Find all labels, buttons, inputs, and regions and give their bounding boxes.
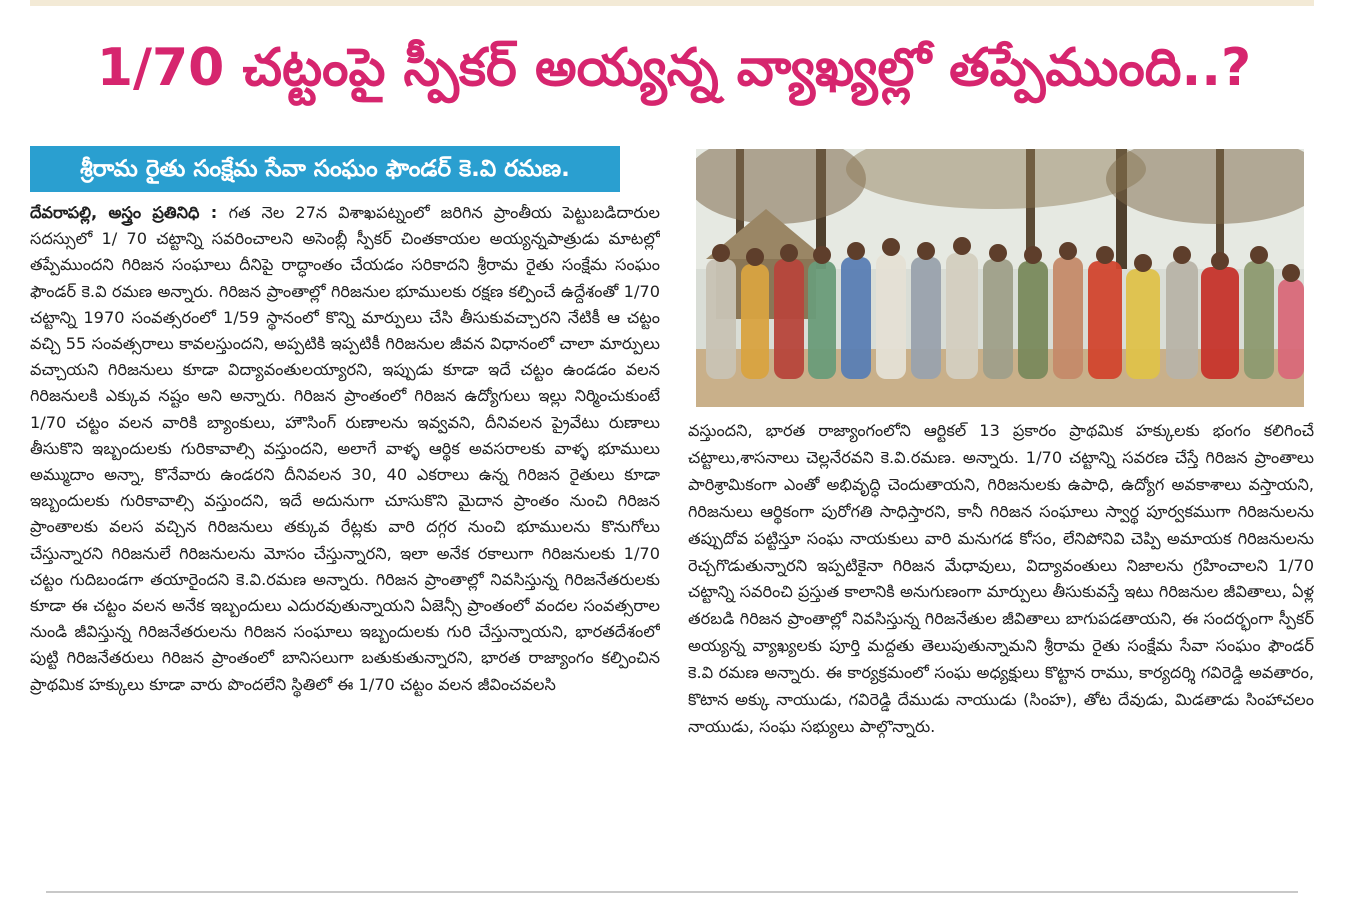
group-photo-image (696, 149, 1304, 407)
subheading-banner: శ్రీరామ రైతు సంక్షేమ సేవా సంఘం ఫౌండర్ కె.వి రమణ. (30, 146, 620, 192)
dateline: దేవరాపల్లి, అస్త్రం ప్రతినిధి : (30, 203, 229, 222)
top-decorative-strip (30, 0, 1314, 6)
article-left-column (30, 200, 660, 866)
headline: 1/70 చట్టంపై స్పీకర్ అయ్యన్న వ్యాఖ్యల్లో తప్పేముంది..? (96, 38, 1252, 98)
article-right-column (688, 418, 1314, 858)
bottom-divider (46, 891, 1298, 893)
article-right-text: వస్తుందని, భారత రాజ్యాంగంలోని ఆర్టికల్ 13 ప్రకారం ప్రాథమిక హక్కులకు భంగం కలిగించే చట్టాలు,శాసనాలు చెల్లనేరవని కె.వి.రమణ. అన్నారు. 1/70 చట్టాన్ని సవరణ చేస్తే గిరిజన ప్రాంతాలు పారిశ్రామికంగా ఎంతో అభివృద్ధి చెందుతాయని, గిరిజనులకు ఉపాధి, ఉద్యోగ అవకాశాలు వస్తాయని, గిరిజనులు ఆర్థికంగా పురోగతి సాధిస్తారని, కానీ గిరిజన సంఘాలు స్వార్థ పూర్వకముగా గిరిజనులను తప్పుదోవ పట్టిస్తూ సంఘ నాయకులు వారి మనుగడ కోసం, లేనిపోనివి చెప్పి అమాయక గిరిజనులను రెచ్చగొడుతున్నారని ఇప్పటికైనా గిరిజన మేధావులు, విద్యావంతులు నిజాలను గ్రహించాలని 1/70 చట్టాన్ని సవరించి ప్రస్తుత కాలానికి అనుగుణంగా మార్పులు తీసుకువస్తే ఇటు గిరిజనుల జీవితాలు, ఏళ్ల తరబడి గిరిజన ప్రాంతాల్లో నివసిస్తున్న గిరిజనేతుల జీవితాలు బాగుపడతాయని, ఈ సందర్భంగా స్పీకర్ అయ్యన్న వ్యాఖ్యలకు పూర్తి మద్దతు తెలుపుతున్నామని శ్రీరామ రైతు సంక్షేమ సేవా సంఘం ఫౌండర్ కె.వి రమణ అన్నారు. ఈ కార్యక్రమంలో సంఘ అధ్యక్షులు కొట్టాన రాము, కార్యదర్శి గవిరెడ్డి అవతారం, కొటాన అక్కు నాయుడు, గవిరెడ్డి దేముడు నాయుడు (సింహ), తోట దేవుడు, మిడతాడు సింహాచలం నాయుడు, సంఘ సభ్యులు పాల్గొన్నారు. (688, 421, 1314, 736)
article-left-text: గత నెల 27న విశాఖపట్నంలో జరిగిన ప్రాంతీయ పెట్టుబడిదారుల సదస్సులో 1/ 70 చట్టాన్ని సవరించాలని అసెంబ్లీ స్పీకర్ చింతకాయల అయ్యన్నపాత్రుడు మాటల్లో తప్పేముందని గిరిజన సంఘాలు దీనిపై రాద్ధాంతం చేయడం సరికాదని శ్రీరామ రైతు సంక్షేమ సంఘం ఫౌండర్ కె.వి రమణ అన్నారు. గిరిజన ప్రాంతాల్లో గిరిజనుల భూములకు రక్షణ కల్పించే ఉద్దేశంతో 1/70 చట్టాన్ని 1970 సంవత్సరంలో 1/59 స్థానంలో కొన్ని మార్పులు చేసి తీసుకువచ్చారని నేటికీ ఆ చట్టం వచ్చి 55 సంవత్సరాలు కావలస్తుందని, అప్పటికి ఇప్పటికీ గిరిజనుల జీవన విధానంలో చాలా మార్పులు వచ్చాయని గిరిజనులు కూడా విద్యావంతులయ్యారని, ఇప్పుడు కూడా ఇదే చట్టం ఉండడం వలన గిరిజనులకి ఎక్కువ నష్టం అని అన్నారు. గిరిజన ప్రాంతంలో గిరిజన ఉద్యోగులు ఇల్లు నిర్మించుకుంటే 1/70 చట్టం వలన వారికి బ్యాంకులు, హౌసింగ్ రుణాలను ఇవ్వవని, దీనివలన ప్రైవేటు రుణాలు తీసుకొని ఇబ్బందులకు గురికావాల్సి వస్తుందని, అలాగే వాళ్ళ ఆర్థిక అవసరాలకు వాళ్ళ భూములు అమ్ముదాం అన్నా, కొనేవారు ఉండరని దీనివలన 30, 40 ఎకరాలు ఉన్న గిరిజన రైతులు కూడా ఇబ్బందులకు గురికావాల్సి వస్తుందని, ఇదే అదునుగా చూసుకొని మైదాన ప్రాంతం నుంచి గిరిజన ప్రాంతాలకు వలస వచ్చిన గిరిజనులు తక్కువ రేట్లకు వారి దగ్గర నుంచి భూములను కొనుగోలు చేస్తున్నారని గిరిజనులే గిరిజనులను మోసం చేస్తున్నారని, ఇలా అనేక రకాలుగా గిరిజనులకు 1/70 చట్టం గుదిబండగా తయారైందని కె.వి.రమణ అన్నారు. గిరిజన ప్రాంతాల్లో నివసిస్తున్న గిరిజనేతరులకు కూడా ఈ చట్టం వలన అనేక ఇబ్బందులు ఎదురవుతున్నాయని ఏజెన్సీ ప్రాంతంలో వందల సంవత్సరాల నుండి జీవిస్తున్న గిరిజనేతరులను గిరిజన సంఘాలు ఇబ్బందులకు గురి చేస్తున్నాయని, భారతదేశంలో పుట్టి గిరిజనేతరులు గిరిజన ప్రాంతంలో బానిసలుగా బతుకుతున్నారని, భారత రాజ్యాంగం కల్పించిన ప్రాథమిక హక్కులు కూడా వారు పొందలేని స్థితిలో ఈ 1/70 చట్టం వలన జీవించవలసి (30, 203, 660, 694)
group-photo (696, 149, 1304, 407)
